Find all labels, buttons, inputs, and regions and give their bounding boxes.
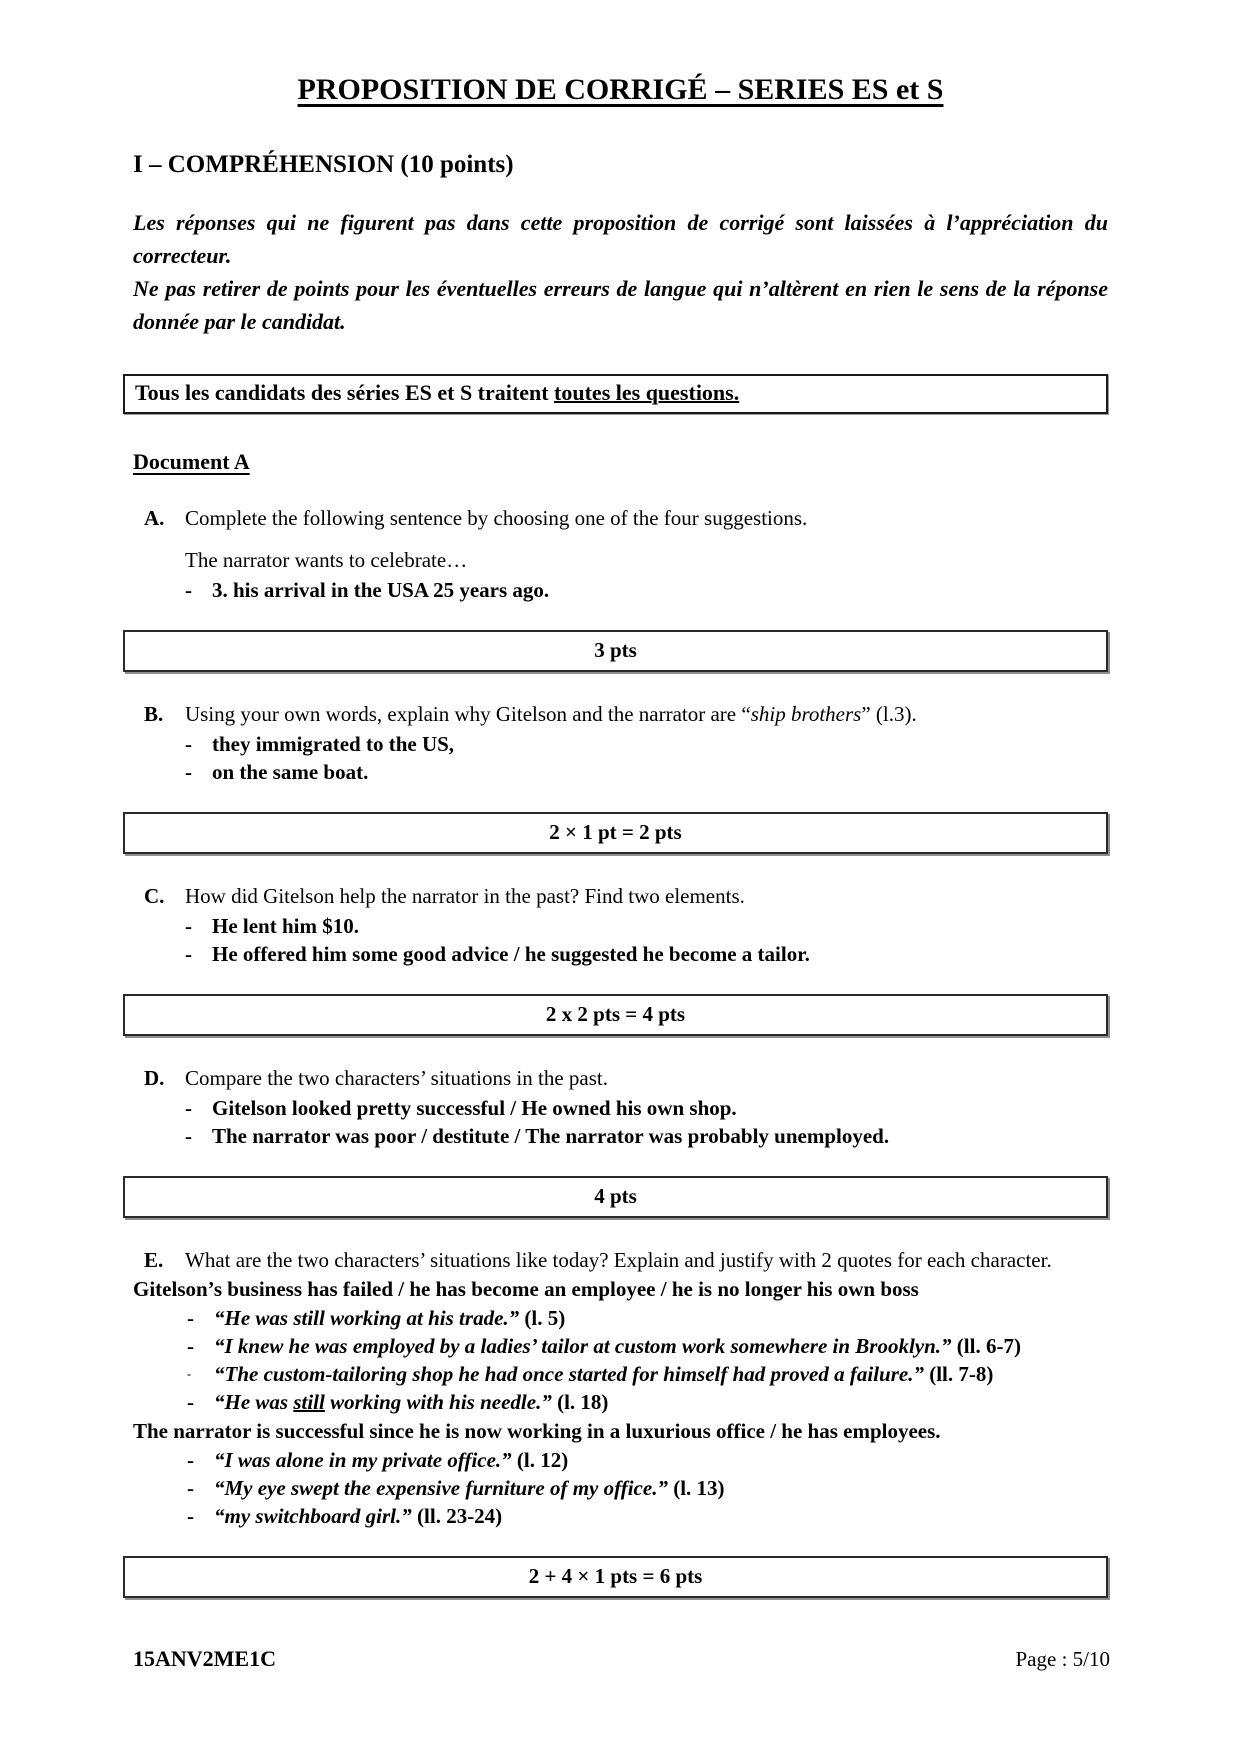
answer-item bbox=[185, 1122, 1108, 1150]
quote-item bbox=[187, 1304, 1108, 1332]
narrator-answer-heading: The narrator is successful since he is now working in a luxurious office / he has employees. bbox=[133, 1419, 941, 1443]
points-box-d bbox=[123, 1176, 1108, 1218]
points-label: 4 pts bbox=[594, 1184, 637, 1208]
intro-paragraph-2: Ne pas retirer de points pour les éventuelles erreurs de langue qui n’altèrent en rien le sens de la réponse donnée par le candidat. bbox=[133, 276, 1108, 334]
question-d bbox=[133, 1064, 1108, 1150]
quote-item bbox=[187, 1474, 1108, 1502]
quote-text-wrap bbox=[214, 1304, 1108, 1332]
question-b bbox=[133, 700, 1108, 786]
quote-text-wrap bbox=[214, 1502, 1108, 1530]
quote-line-ref: (l. 18) bbox=[557, 1390, 609, 1414]
dash-bullet: - bbox=[187, 1306, 194, 1330]
quote-item bbox=[187, 1360, 1108, 1388]
notice-underlined-text: toutes les questions. bbox=[554, 380, 740, 405]
dash-bullet: - bbox=[187, 1390, 194, 1414]
quote-line-ref: (l. 13) bbox=[673, 1476, 725, 1500]
dash-bullet: - bbox=[187, 1367, 191, 1381]
answer-text: they immigrated to the US, bbox=[212, 732, 455, 756]
quote-item bbox=[187, 1332, 1108, 1360]
points-label: 2 × 1 pt = 2 pts bbox=[549, 820, 682, 844]
answer-text: The narrator was poor / destitute / The narrator was probably unemployed. bbox=[212, 1124, 890, 1148]
quote-item bbox=[187, 1502, 1108, 1530]
points-box-e bbox=[123, 1556, 1108, 1598]
question-b-text-post: ” (l.3). bbox=[861, 702, 917, 726]
question-b-answers bbox=[185, 730, 1108, 786]
dash-bullet: - bbox=[185, 1124, 192, 1148]
answer-item bbox=[185, 1094, 1108, 1122]
quote-line-ref: (ll. 6-7) bbox=[956, 1334, 1021, 1358]
quote-line-ref: (l. 12) bbox=[516, 1448, 569, 1472]
dash-bullet: - bbox=[187, 1448, 194, 1472]
quote-line-ref: (ll. 23-24) bbox=[417, 1504, 503, 1528]
answer-text: on the same boat. bbox=[212, 760, 369, 784]
narrator-quotes bbox=[133, 1446, 1108, 1530]
answer-item bbox=[185, 940, 1108, 968]
question-b-letter: B. bbox=[144, 702, 164, 726]
quote-text: “my switchboard girl.” bbox=[214, 1504, 412, 1528]
quote-text-wrap bbox=[214, 1388, 1108, 1416]
dash-bullet: - bbox=[185, 732, 192, 756]
intro-paragraph-1: Les réponses qui ne figurent pas dans cette proposition de corrigé sont laissées à l’appréciation du correcteur. bbox=[133, 210, 1108, 268]
points-box-a bbox=[123, 630, 1108, 672]
answer-text: He lent him $10. bbox=[212, 914, 359, 938]
page-footer bbox=[133, 1645, 1110, 1673]
quote-text-wrap bbox=[214, 1446, 1108, 1474]
question-b-text-pre: Using your own words, explain why Gitelson and the narrator are “ bbox=[185, 702, 751, 726]
points-label: 2 x 2 pts = 4 pts bbox=[545, 1002, 686, 1026]
question-b-text-italic: ship brothers bbox=[750, 702, 862, 726]
question-d-letter: D. bbox=[144, 1066, 165, 1090]
section-heading: I – COMPRÉHENSION (10 points) bbox=[133, 151, 514, 178]
question-d-answers bbox=[185, 1094, 1108, 1150]
quote-text: “The custom-tailoring shop he had once started for himself had proved a failure.” bbox=[214, 1362, 924, 1386]
question-e bbox=[133, 1246, 1108, 1530]
gitelson-quotes bbox=[133, 1304, 1108, 1416]
dash-bullet: - bbox=[185, 578, 192, 602]
page-title-text: PROPOSITION DE CORRIGÉ – SERIES ES et S bbox=[297, 73, 944, 106]
answer-item bbox=[185, 912, 1108, 940]
question-e-letter: E. bbox=[144, 1248, 164, 1272]
question-b-text bbox=[185, 700, 1108, 728]
answer-item bbox=[185, 758, 1108, 786]
document-a-heading-text: Document A bbox=[133, 449, 250, 474]
dash-bullet: - bbox=[185, 942, 192, 966]
quote-line-ref: (l. 5) bbox=[524, 1306, 566, 1330]
question-c-text: How did Gitelson help the narrator in the past? Find two elements. bbox=[185, 884, 745, 908]
notice-box bbox=[123, 374, 1108, 414]
question-e-text: What are the two characters’ situations like today? Explain and justify with 2 quotes for each character. bbox=[185, 1248, 1052, 1272]
quote-text-wrap bbox=[214, 1360, 1108, 1388]
quote-text: “He was still working at his trade.” bbox=[214, 1306, 520, 1330]
points-label: 3 pts bbox=[594, 638, 637, 662]
answer-item bbox=[185, 576, 1108, 604]
question-a-answers bbox=[185, 576, 1108, 604]
quote-text: “My eye swept the expensive furniture of my office.” bbox=[214, 1476, 668, 1500]
quote-text: “I knew he was employed by a ladies’ tailor at custom work somewhere in Brooklyn.” bbox=[214, 1334, 952, 1358]
points-box-b bbox=[123, 812, 1108, 854]
quote-text-underlined: still bbox=[293, 1390, 325, 1414]
quote-text-post: working with his needle.” bbox=[324, 1390, 552, 1414]
answer-item bbox=[185, 730, 1108, 758]
page-number: Page : 5/10 bbox=[1015, 1647, 1110, 1671]
quote-line-ref: (ll. 7-8) bbox=[929, 1362, 994, 1386]
question-a bbox=[133, 504, 1108, 604]
question-c-letter: C. bbox=[144, 884, 165, 908]
quote-text: “I was alone in my private office.” bbox=[214, 1448, 512, 1472]
question-a-text: Complete the following sentence by choosing one of the four suggestions. bbox=[185, 506, 808, 530]
answer-text: He offered him some good advice / he suggested he become a tailor. bbox=[212, 942, 810, 966]
document-a-heading bbox=[133, 448, 1108, 476]
answer-text: 3. his arrival in the USA 25 years ago. bbox=[212, 578, 550, 602]
page-title bbox=[133, 72, 1108, 108]
quote-item bbox=[187, 1446, 1108, 1474]
document-code: 15ANV2ME1C bbox=[133, 1646, 276, 1671]
points-box-c bbox=[123, 994, 1108, 1036]
quote-text-pre: “He was bbox=[214, 1390, 294, 1414]
points-label: 2 + 4 × 1 pts = 6 pts bbox=[528, 1564, 703, 1588]
question-c-answers bbox=[185, 912, 1108, 968]
quote-item bbox=[187, 1388, 1108, 1416]
quote-text-wrap bbox=[214, 1332, 1108, 1360]
dash-bullet: - bbox=[185, 914, 192, 938]
dash-bullet: - bbox=[185, 1096, 192, 1120]
question-a-lead: The narrator wants to celebrate… bbox=[185, 548, 468, 572]
question-d-text: Compare the two characters’ situations in the past. bbox=[185, 1066, 608, 1090]
question-a-letter: A. bbox=[144, 506, 165, 530]
notice-text: Tous les candidats des séries ES et S traitent bbox=[135, 380, 555, 405]
dash-bullet: - bbox=[187, 1334, 194, 1358]
answer-text: Gitelson looked pretty successful / He owned his own shop. bbox=[212, 1096, 737, 1120]
dash-bullet: - bbox=[187, 1504, 194, 1528]
dash-bullet: - bbox=[185, 760, 192, 784]
gitelson-answer-heading: Gitelson’s business has failed / he has become an employee / he is no longer his own boss bbox=[133, 1277, 919, 1301]
dash-bullet: - bbox=[187, 1476, 194, 1500]
quote-text-wrap bbox=[214, 1474, 1108, 1502]
question-c bbox=[133, 882, 1108, 968]
